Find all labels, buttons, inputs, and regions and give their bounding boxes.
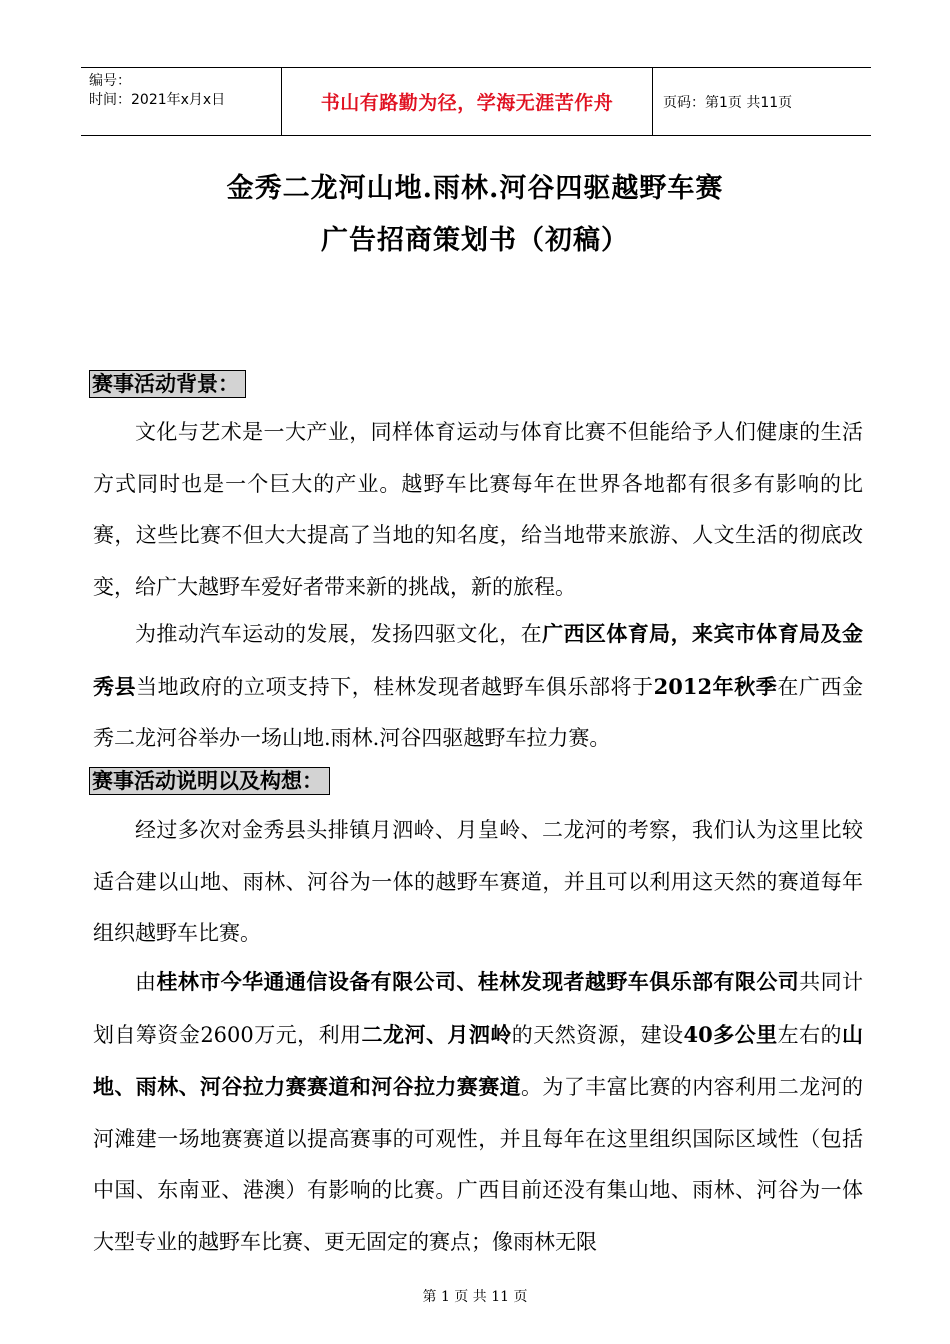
document-title-line2: 广告招商策划书（初稿） (321, 225, 629, 256)
page-footer: 第 1 页 共 11 页 (422, 1289, 528, 1305)
bold-run: 桂林市今华通通信设备有限公司、桂林发现者越野车俱乐部有限公司 (156, 969, 800, 994)
bold-run: 广西区体育局，来宾市体育局及金秀县 (93, 621, 864, 699)
description-paragraph-2 (93, 956, 863, 1268)
header-motto: 书山有路勤为径，学海无涯苦作舟 (320, 92, 614, 114)
header-meta (81, 68, 281, 135)
background-paragraph-1: 文化与艺术是一大产业，同样体育运动与体育比赛不但能给予人们健康的生活方式同时也是一个巨大的产业。越野车比赛每年在世界各地都有很多有影响的比赛，这些比赛不但大大提高了当地的知名度，给当地带来旅游、人文生活的彻底改变，给广大越野车爱好者带来新的挑战，新的旅程。 (93, 420, 863, 599)
time-label: 时间：2021年x月x日 (89, 92, 226, 108)
bold-run: 二龙河、月泗岭 (361, 1021, 512, 1047)
background-paragraph-2 (93, 608, 863, 765)
document-title-line1: 金秀二龙河山地.雨林.河谷四驱越野车赛 (226, 173, 724, 204)
description-paragraph-1: 经过多次对金秀县头排镇月泗岭、月皇岭、二龙河的考察，我们认为这里比较适合建以山地、雨林、河谷为一体的越野车赛道，并且可以利用这天然的赛道每年组织越野车比赛。 (93, 818, 863, 945)
bold-run: 40多公里 (683, 1021, 778, 1047)
text-run: 共同计划自筹资金2600万元，利用 (93, 970, 864, 1047)
text-run: 在广西金秀二龙河谷举办一场山地.雨林.河谷四驱越野车拉力赛。 (93, 674, 864, 750)
text-run: 的天然资源，建设 (511, 1022, 684, 1047)
text-run: 为推动汽车运动的发展，发扬四驱文化，在 (135, 622, 543, 646)
document-header (81, 67, 871, 136)
text-run: 左右的 (777, 1022, 843, 1047)
number-label: 编号： (89, 73, 131, 89)
section-heading-description: 赛事活动说明以及构想： (89, 767, 330, 795)
text-run: 由 (135, 970, 157, 994)
bold-run: 山地、雨林、河谷拉力赛赛道和河谷拉力赛赛道 (93, 1021, 864, 1099)
header-page-info: 页码：第1页 共11页 (663, 94, 793, 111)
bold-run: 2012年秋季 (653, 673, 778, 699)
text-run: 。为了丰富比赛的内容利用二龙河的河滩建一场地赛赛道以提高赛事的可观性，并且每年在这里组织国际区域性（包括中国、东南亚、港澳）有影响的比赛。广西目前还没有集山地、雨林、河谷为一体大型专业的越野车比赛、更无固定的赛点；像雨林无限 (93, 1075, 863, 1254)
header-motto-cell (281, 68, 653, 135)
section-heading-background: 赛事活动背景： (89, 370, 246, 398)
text-run: 当地政府的立项支持下，桂林发现者越野车俱乐部将于 (136, 674, 654, 699)
